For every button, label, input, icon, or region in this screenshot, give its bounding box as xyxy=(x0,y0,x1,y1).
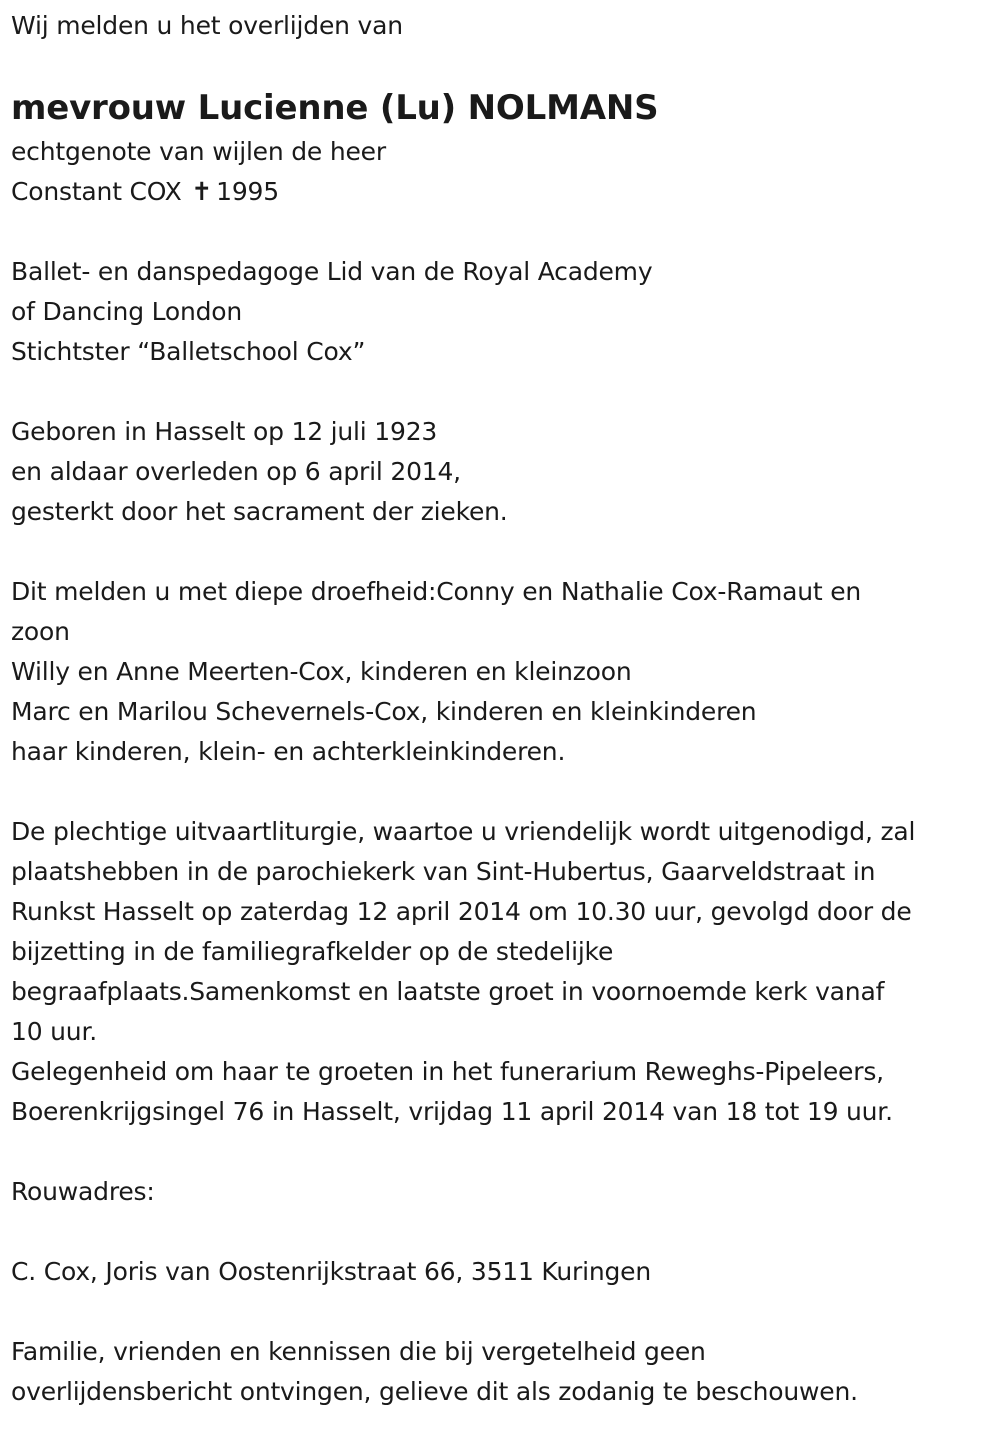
spouse-line: echtgenote van wijlen de heer xyxy=(11,137,386,166)
spouse-name: Constant COX xyxy=(11,177,182,206)
family-line: haar kinderen, klein- en achterkleinkinderen. xyxy=(11,737,566,766)
spouse-death-year: 1995 xyxy=(216,177,279,206)
spacer xyxy=(11,1132,996,1172)
profession-line: of Dancing London xyxy=(11,297,243,326)
address-label: Rouwadres: xyxy=(11,1177,155,1206)
funeral-line: De plechtige uitvaartliturgie, waartoe u vriendelijk wordt uitgenodigd, zal xyxy=(11,817,916,846)
spacer xyxy=(11,772,996,812)
funeral-line: 10 uur. xyxy=(11,1017,97,1046)
spacer xyxy=(11,532,996,572)
funeral-line: Runkst Hasselt op zaterdag 12 april 2014 om 10.30 uur, gevolgd door de xyxy=(11,897,912,926)
family-line: Marc en Marilou Schevernels-Cox, kinderen en kleinkinderen xyxy=(11,697,757,726)
spouse-name-line xyxy=(11,172,996,212)
funeral-line: Boerenkrijgsingel 76 in Hasselt, vrijdag 11 april 2014 van 18 tot 19 uur. xyxy=(11,1097,893,1126)
spacer xyxy=(11,1292,996,1332)
funeral-line: begraafplaats.Samenkomst en laatste groet in voornoemde kerk vanaf xyxy=(11,977,885,1006)
profession-line: Ballet- en danspedagoge Lid van de Royal Academy xyxy=(11,257,653,286)
mourning-address: C. Cox, Joris van Oostenrijkstraat 66, 3511 Kuringen xyxy=(11,1257,651,1286)
birth-death-line: Geboren in Hasselt op 12 juli 1923 xyxy=(11,417,438,446)
funeral-line: bijzetting in de familiegrafkelder op de stedelijke xyxy=(11,937,614,966)
family-line: Dit melden u met diepe droefheid:Conny en Nathalie Cox-Ramaut en xyxy=(11,577,862,606)
deceased-name: mevrouw Lucienne (Lu) NOLMANS xyxy=(11,88,659,128)
profession-line: Stichtster “Balletschool Cox” xyxy=(11,337,366,366)
spacer xyxy=(11,212,996,252)
family-line: Willy en Anne Meerten-Cox, kinderen en kleinzoon xyxy=(11,657,632,686)
cross-icon: ✝ xyxy=(191,177,213,206)
spacer xyxy=(11,372,996,412)
closing-line: Familie, vrienden en kennissen die bij vergetelheid geen xyxy=(11,1337,706,1366)
funeral-line: Gelegenheid om haar te groeten in het funerarium Reweghs-Pipeleers, xyxy=(11,1057,884,1086)
family-line: zoon xyxy=(11,617,70,646)
obituary-notice xyxy=(11,0,996,1412)
birth-death-line: gesterkt door het sacrament der zieken. xyxy=(11,497,508,526)
birth-death-line: en aldaar overleden op 6 april 2014, xyxy=(11,457,461,486)
intro-text: Wij melden u het overlijden van xyxy=(11,11,403,40)
spacer xyxy=(11,1212,996,1252)
funeral-line: plaatshebben in de parochiekerk van Sint-Hubertus, Gaarveldstraat in xyxy=(11,857,876,886)
closing-line: overlijdensbericht ontvingen, gelieve dit als zodanig te beschouwen. xyxy=(11,1377,858,1406)
